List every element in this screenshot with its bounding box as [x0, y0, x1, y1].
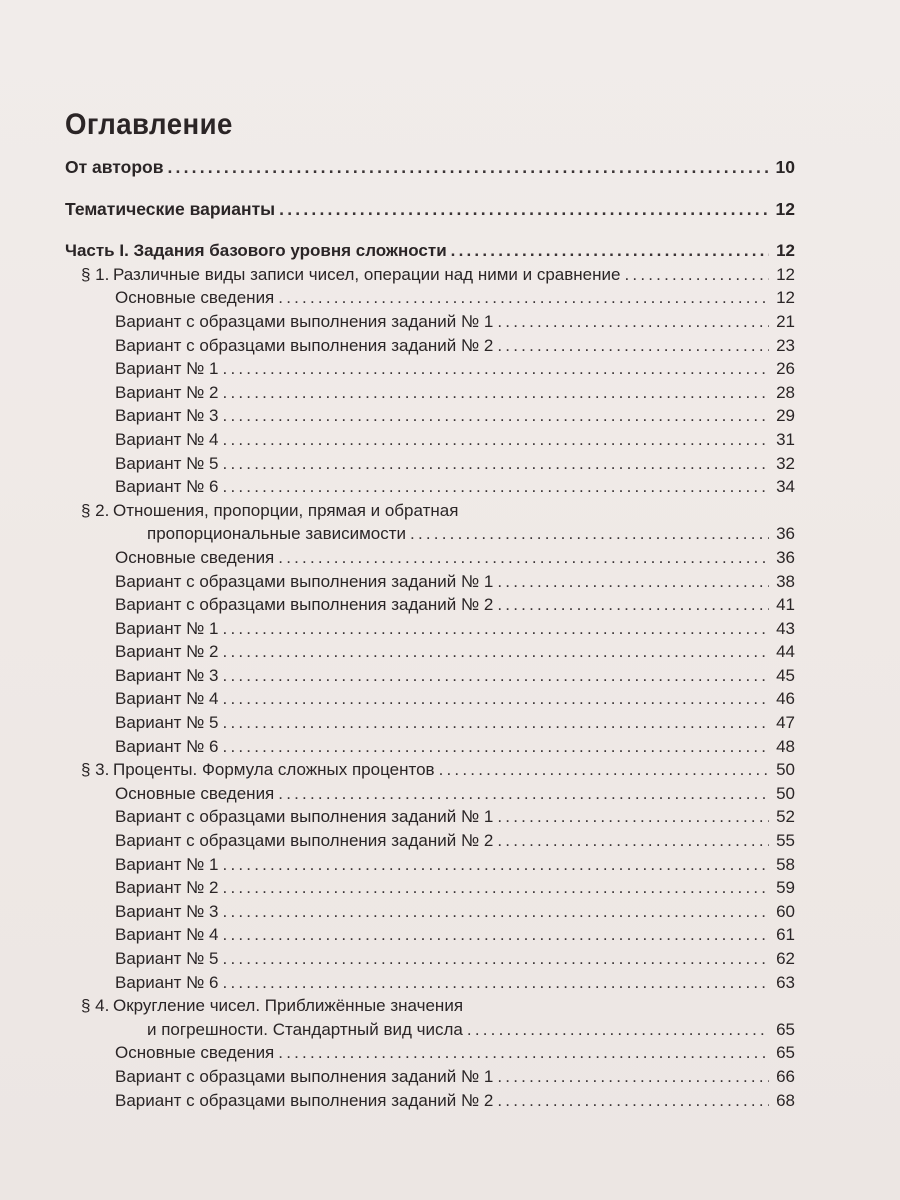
toc-item: Вариант № 2 ..... 28: [65, 381, 795, 405]
toc-section-4: [65, 1018, 795, 1042]
toc-item: Вариант № 4 ..... 46: [65, 687, 795, 711]
section-title: Отношения, пропорции, прямая и обратная: [113, 500, 459, 520]
section-number: § 3.: [81, 760, 110, 780]
page-number: 12: [776, 264, 795, 284]
toc-item: Вариант с образцами выполнения заданий № 2 ..... 55: [65, 829, 795, 853]
dot-leader: [439, 758, 769, 782]
table-of-contents: [65, 108, 795, 1112]
page-number: 50: [776, 760, 795, 780]
dot-leader: [410, 522, 769, 546]
toc-section-4-heading: [65, 994, 795, 1018]
toc-entry-thematic-variants: [65, 198, 795, 222]
toc-section-3: [65, 758, 795, 782]
toc-item: Вариант № 3 ..... 60: [65, 900, 795, 924]
toc-item: Вариант с образцами выполнения заданий № 1 ..... 52: [65, 805, 795, 829]
toc-item: Основные сведения ..... 36: [65, 546, 795, 570]
page-number: 10: [775, 157, 795, 177]
toc-item: Вариант № 1 ..... 58: [65, 853, 795, 877]
toc-item: Вариант № 3 ..... 29: [65, 404, 795, 428]
toc-item: Вариант с образцами выполнения заданий № 2 ..... 41: [65, 593, 795, 617]
page-title: Оглавление: [65, 108, 233, 141]
toc-item: Вариант № 6 ..... 48: [65, 735, 795, 759]
dot-leader: [624, 263, 769, 287]
entry-label: От авторов: [65, 157, 164, 177]
toc-item: Вариант № 5 ..... 32: [65, 452, 795, 476]
section-number: § 2.: [81, 500, 110, 520]
toc-item: Вариант № 6 ..... 34: [65, 475, 795, 499]
toc-item: Вариант № 3 ..... 45: [65, 664, 795, 688]
toc-entry-part-1: [65, 239, 795, 263]
toc-item: Вариант № 6 ..... 63: [65, 971, 795, 995]
dot-leader: [467, 1018, 769, 1042]
dot-leader: [279, 198, 769, 222]
section-number: § 4.: [81, 996, 110, 1016]
toc-item: Вариант № 1 ..... 26: [65, 357, 795, 381]
toc-item: Вариант № 5 ..... 47: [65, 711, 795, 735]
entry-label: Тематические варианты: [65, 198, 276, 219]
section-title: Округление чисел. Приближённые значения: [113, 996, 464, 1016]
toc-item: Вариант с образцами выполнения заданий № 1 ..... 66: [65, 1065, 795, 1089]
section-title: Различные виды записи чисел, операции над ними и сравнение: [113, 264, 621, 284]
toc-item: Вариант с образцами выполнения заданий № 2 ..... 23: [65, 334, 795, 358]
toc-item: Основные сведения ..... 65: [65, 1041, 795, 1065]
page-number: 65: [776, 1019, 795, 1039]
toc-item: Вариант № 1 ..... 43: [65, 617, 795, 641]
dot-leader: [451, 239, 769, 263]
section-number: § 1.: [81, 264, 110, 284]
section-title: Проценты. Формула сложных процентов: [113, 760, 435, 780]
toc-item: Основные сведения ..... 12: [65, 286, 795, 310]
toc-item: Вариант с образцами выполнения заданий № 1 ..... 21: [65, 310, 795, 334]
toc-item: Вариант № 4 ..... 61: [65, 923, 795, 947]
page-number: 36: [776, 524, 795, 544]
entry-label: Часть I. Задания базового уровня сложности: [65, 241, 447, 261]
toc-entry-from-authors: [65, 156, 795, 180]
toc-item: Вариант № 4 ..... 31: [65, 428, 795, 452]
section-title-continued: пропорциональные зависимости: [147, 524, 407, 544]
toc-item: Вариант № 5 ..... 62: [65, 947, 795, 971]
toc-item: Основные сведения ..... 50: [65, 782, 795, 806]
toc-item: Вариант № 2 ..... 59: [65, 876, 795, 900]
toc-item: Вариант с образцами выполнения заданий № 2 ..... 68: [65, 1089, 795, 1113]
toc-section-2: [65, 522, 795, 546]
toc-section-1: [65, 263, 795, 287]
page-number: 12: [775, 198, 795, 219]
dot-leader: [167, 156, 769, 180]
toc-item: Вариант № 2 ..... 44: [65, 640, 795, 664]
section-title-continued: и погрешности. Стандартный вид числа: [147, 1019, 463, 1039]
toc-item: Вариант с образцами выполнения заданий № 1 ..... 38: [65, 570, 795, 594]
page-number: 12: [776, 241, 795, 261]
toc-section-2-heading: [65, 499, 795, 523]
